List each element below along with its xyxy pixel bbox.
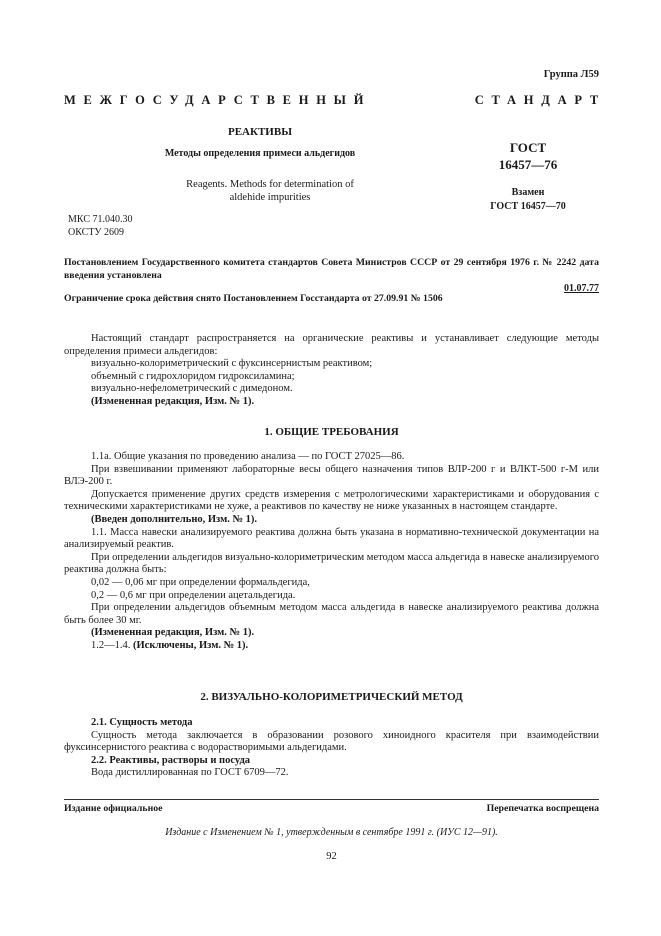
reprint-notice: Перепечатка воспрещена — [486, 803, 599, 814]
section-heading-1: 1. ОБЩИЕ ТРЕБОВАНИЯ — [264, 426, 399, 438]
decree-text: Постановлением Государственного комитета стандартов Совета Министров СССР от 29 сентября 1976 г. № 2242 дата введения установлена — [64, 257, 599, 281]
limit-note: Ограничение срока действия снято Постановлением Госстандарта от 27.09.91 № 1506 — [64, 293, 443, 304]
paragraph: Вода дистиллированная по ГОСТ 6709—72. — [91, 767, 289, 779]
subsection-heading: 2.2. Реактивы, растворы и посуда — [91, 754, 251, 766]
english-title — [150, 178, 390, 204]
effective-date: 01.07.77 — [564, 283, 599, 294]
edition-note: Издание с Изменением № 1, утвержденным в сентябре 1991 г. (ИУС 12—91). — [165, 827, 498, 838]
english-title-line1: Reagents. Methods for determination of — [186, 179, 354, 190]
document-title: РЕАКТИВЫ — [227, 126, 292, 138]
subsection-heading: 2.1. Сущность метода — [91, 717, 193, 728]
method-item: визуально-нефелометрический с димедоном. — [91, 383, 293, 395]
paragraph: 1.1а. Общие указания по проведению анализа — по ГОСТ 27025—86. — [91, 451, 405, 462]
replaces-block — [468, 186, 588, 214]
amendment-note: (Измененная редакция, Изм. № 1). — [91, 627, 255, 639]
paragraph: Допускается применение других средств измерения с метрологическими характеристиками и оборудования с техническими характеристиками не хуже, а реактивов по качеству не ниже указанных в настоящем стандарте. — [64, 488, 599, 513]
standard-banner — [64, 93, 606, 108]
group-code: Группа Л59 — [543, 69, 599, 80]
paragraph: При определении альдегидов визуально-колориметрическим методом масса альдегида в навеске анализируемого реактива должна быть: — [64, 551, 599, 576]
okstu-code: ОКСТУ 2609 — [68, 227, 125, 238]
paragraph: При взвешивании применяют лабораторные весы общего назначения типов ВЛР-200 г и ВЛКТ-500 г-М или ВЛЭ-200 г. — [64, 463, 599, 488]
document-subtitle: Методы определения примеси альдегидов — [164, 148, 356, 159]
paragraph: 0,2 — 0,6 мг при определении ацетальдегида. — [91, 589, 296, 601]
classification-codes — [68, 213, 132, 239]
gost-number — [468, 139, 588, 173]
page-number: 92 — [326, 851, 337, 862]
official-edition: Издание официальное — [64, 803, 163, 814]
section-2-body — [64, 717, 599, 780]
section-heading-2: 2. ВИЗУАЛЬНО-КОЛОРИМЕТРИЧЕСКИЙ МЕТОД — [200, 691, 463, 703]
paragraph: При определении альдегидов объемным методом масса альдегида в навеске анализируемого реактива должна быть более 30 мг. — [64, 602, 599, 626]
replaces-value: ГОСТ 16457—70 — [490, 201, 566, 212]
banner-interstate: МЕЖГОСУДАРСТВЕННЫЙ — [64, 93, 372, 107]
method-item: объемный с гидроxлоридом гидроксиламина; — [91, 370, 295, 382]
english-title-line2: aldehide impurities — [229, 192, 311, 203]
paragraph: 1.1. Масса навески анализируемого реактива должна быть указана в нормативно-технической документации на анализируемый реактив. — [64, 526, 599, 551]
exclusion-note — [64, 640, 599, 653]
intro-block — [64, 333, 599, 409]
amendment-note: (Измененная редакция, Изм. № 1). — [91, 395, 255, 407]
method-item: визуально-колориметрический с фуксинсернистым реактивом; — [91, 358, 373, 370]
intro-paragraph: Настоящий стандарт распространяется на органические реактивы и устанавливает следующие методы определения примеси альдегидов: — [64, 333, 599, 357]
paragraph: 0,02 — 0,06 мг при определении формальдегида, — [91, 576, 310, 588]
amendment-note: (Введен дополнительно, Изм. № 1). — [91, 513, 258, 525]
footer-divider — [64, 799, 599, 800]
replaces-label: Взамен — [511, 187, 545, 198]
gost-code: 16457—76 — [498, 157, 558, 172]
banner-standard: СТАНДАРТ — [474, 93, 606, 107]
paragraph: Сущность метода заключается в образовании розового хиноидного красителя при взаимодействии фуксинсернистого реактива с водорастворимыми альдегидами. — [64, 729, 599, 754]
section-1-body — [64, 451, 599, 653]
exclusion-text: (Исключены, Изм. № 1). — [133, 639, 249, 651]
exclusion-number: 1.2—1.4. — [91, 639, 131, 651]
gost-label: ГОСТ — [509, 140, 547, 155]
mks-code: МКС 71.040.30 — [68, 214, 133, 225]
